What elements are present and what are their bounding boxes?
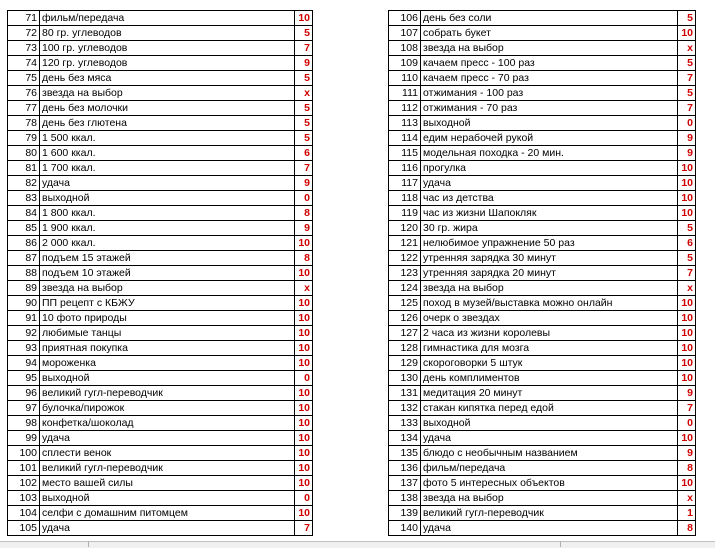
row-number-cell[interactable]: 82: [8, 176, 40, 191]
task-cell[interactable]: фильм/передача: [421, 461, 678, 476]
table-row: [389, 341, 696, 356]
table-row: [389, 521, 696, 536]
table-row: [389, 71, 696, 86]
row-number-cell[interactable]: 125: [389, 296, 421, 311]
table-row: [389, 191, 696, 206]
task-cell[interactable]: селфи с домашним питомцем: [40, 506, 295, 521]
table-row: [389, 131, 696, 146]
row-number-cell[interactable]: 116: [389, 161, 421, 176]
row-number-cell[interactable]: 92: [8, 326, 40, 341]
table-row: [8, 41, 313, 56]
score-cell[interactable]: 5: [295, 116, 313, 131]
row-number-cell[interactable]: 76: [8, 86, 40, 101]
score-cell[interactable]: 10: [295, 341, 313, 356]
row-number-cell[interactable]: 124: [389, 281, 421, 296]
score-cell[interactable]: 10: [295, 506, 313, 521]
task-cell[interactable]: удача: [40, 176, 295, 191]
score-cell[interactable]: 1: [678, 506, 696, 521]
score-cell[interactable]: 0: [295, 191, 313, 206]
task-cell[interactable]: звезда на выбор: [421, 281, 678, 296]
row-number-cell[interactable]: 85: [8, 221, 40, 236]
score-cell[interactable]: 10: [295, 461, 313, 476]
table-row: [389, 371, 696, 386]
score-cell[interactable]: 10: [678, 476, 696, 491]
task-cell[interactable]: гимнастика для мозга: [421, 341, 678, 356]
task-cell[interactable]: любимые танцы: [40, 326, 295, 341]
score-cell[interactable]: 5: [295, 71, 313, 86]
task-cell[interactable]: качаем пресс - 100 раз: [421, 56, 678, 71]
task-cell[interactable]: собрать букет: [421, 26, 678, 41]
row-number-cell[interactable]: 84: [8, 206, 40, 221]
table-row: [8, 86, 313, 101]
task-cell[interactable]: выходной: [421, 116, 678, 131]
row-number-cell[interactable]: 80: [8, 146, 40, 161]
row-number-cell[interactable]: 99: [8, 431, 40, 446]
score-cell[interactable]: 10: [295, 416, 313, 431]
task-cell[interactable]: 1 600 ккал.: [40, 146, 295, 161]
table-row: [8, 251, 313, 266]
task-cell[interactable]: подъем 15 этажей: [40, 251, 295, 266]
task-cell[interactable]: час из жизни Шапокляк: [421, 206, 678, 221]
score-cell[interactable]: 10: [295, 476, 313, 491]
score-cell[interactable]: 9: [295, 221, 313, 236]
score-cell[interactable]: 9: [678, 446, 696, 461]
table-row: [389, 401, 696, 416]
table-row: [8, 371, 313, 386]
score-cell[interactable]: 10: [678, 341, 696, 356]
row-number-cell[interactable]: 81: [8, 161, 40, 176]
score-cell[interactable]: x: [678, 491, 696, 506]
row-number-cell[interactable]: 117: [389, 176, 421, 191]
task-cell[interactable]: булочка/пирожок: [40, 401, 295, 416]
task-cell[interactable]: 80 гр. углеводов: [40, 26, 295, 41]
score-cell[interactable]: 5: [295, 101, 313, 116]
row-number-cell[interactable]: 86: [8, 236, 40, 251]
table-row: [8, 101, 313, 116]
score-cell[interactable]: 10: [295, 296, 313, 311]
score-cell[interactable]: 10: [678, 26, 696, 41]
score-cell[interactable]: 6: [295, 146, 313, 161]
row-number-cell[interactable]: 108: [389, 41, 421, 56]
table-row: [389, 311, 696, 326]
task-cell[interactable]: прогулка: [421, 161, 678, 176]
score-cell[interactable]: 10: [295, 311, 313, 326]
task-cell[interactable]: 100 гр. углеводов: [40, 41, 295, 56]
table-row: [8, 131, 313, 146]
table-row: [389, 206, 696, 221]
table-row: [389, 356, 696, 371]
table-row: [8, 386, 313, 401]
score-cell[interactable]: x: [295, 281, 313, 296]
score-cell[interactable]: 7: [678, 401, 696, 416]
score-cell[interactable]: 10: [295, 326, 313, 341]
task-cell[interactable]: удача: [421, 176, 678, 191]
task-cell[interactable]: 1 700 ккал.: [40, 161, 295, 176]
table-row: [389, 86, 696, 101]
score-cell[interactable]: 5: [678, 251, 696, 266]
row-number-cell[interactable]: 101: [8, 461, 40, 476]
row-number-cell[interactable]: 75: [8, 71, 40, 86]
task-cell[interactable]: 30 гр. жира: [421, 221, 678, 236]
table-row: [389, 296, 696, 311]
table-row: [389, 26, 696, 41]
score-cell[interactable]: 10: [295, 356, 313, 371]
table-row: [389, 281, 696, 296]
score-cell[interactable]: 10: [295, 236, 313, 251]
score-cell[interactable]: 8: [295, 206, 313, 221]
table-row: [8, 296, 313, 311]
score-cell[interactable]: 10: [295, 446, 313, 461]
table-row: [389, 506, 696, 521]
table-row: [389, 56, 696, 71]
table-row: [389, 251, 696, 266]
score-cell[interactable]: 7: [295, 41, 313, 56]
row-number-cell[interactable]: 129: [389, 356, 421, 371]
task-cell[interactable]: очерк о звездах: [421, 311, 678, 326]
row-number-cell[interactable]: 72: [8, 26, 40, 41]
row-number-cell[interactable]: 132: [389, 401, 421, 416]
table-row: [8, 356, 313, 371]
task-cell[interactable]: фото 5 интересных объектов: [421, 476, 678, 491]
table-row: [8, 311, 313, 326]
score-cell[interactable]: x: [678, 41, 696, 56]
row-number-cell[interactable]: 123: [389, 266, 421, 281]
row-number-cell[interactable]: 77: [8, 101, 40, 116]
table-row: [8, 341, 313, 356]
row-number-cell[interactable]: 102: [8, 476, 40, 491]
row-number-cell[interactable]: 78: [8, 116, 40, 131]
row-number-cell[interactable]: 128: [389, 341, 421, 356]
table-row: [8, 221, 313, 236]
task-cell[interactable]: утренняя зарядка 20 минут: [421, 266, 678, 281]
task-cell[interactable]: удача: [421, 521, 678, 536]
score-cell[interactable]: 5: [295, 26, 313, 41]
score-cell[interactable]: 10: [295, 266, 313, 281]
table-row: [8, 521, 313, 536]
row-number-cell[interactable]: 91: [8, 311, 40, 326]
row-number-cell[interactable]: 105: [8, 521, 40, 536]
table-row: [8, 191, 313, 206]
row-number-cell[interactable]: 98: [8, 416, 40, 431]
score-cell[interactable]: 10: [678, 356, 696, 371]
row-number-cell[interactable]: 118: [389, 191, 421, 206]
score-cell[interactable]: 8: [678, 521, 696, 536]
task-cell[interactable]: качаем пресс - 70 раз: [421, 71, 678, 86]
table-row: [8, 326, 313, 341]
row-number-cell[interactable]: 94: [8, 356, 40, 371]
table-row: [389, 221, 696, 236]
row-number-cell[interactable]: 96: [8, 386, 40, 401]
score-cell[interactable]: 9: [678, 386, 696, 401]
task-cell[interactable]: звезда на выбор: [40, 86, 295, 101]
table-row: [389, 116, 696, 131]
score-cell[interactable]: 0: [295, 491, 313, 506]
row-number-cell[interactable]: 127: [389, 326, 421, 341]
score-cell[interactable]: 10: [295, 401, 313, 416]
task-cell[interactable]: скороговорки 5 штук: [421, 356, 678, 371]
task-cell[interactable]: удача: [40, 431, 295, 446]
table-row: [8, 461, 313, 476]
score-cell[interactable]: 10: [678, 206, 696, 221]
row-number-cell[interactable]: 74: [8, 56, 40, 71]
score-cell[interactable]: 10: [678, 431, 696, 446]
score-cell[interactable]: 0: [678, 416, 696, 431]
score-cell[interactable]: 9: [295, 56, 313, 71]
table-row: [8, 401, 313, 416]
bottom-divider: [560, 541, 561, 547]
score-cell[interactable]: 5: [678, 221, 696, 236]
row-number-cell[interactable]: 126: [389, 311, 421, 326]
table-row: [389, 11, 696, 26]
task-cell[interactable]: утренняя зарядка 30 минут: [421, 251, 678, 266]
row-number-cell[interactable]: 73: [8, 41, 40, 56]
bottom-divider: [88, 541, 89, 547]
score-cell[interactable]: x: [678, 281, 696, 296]
row-number-cell[interactable]: 93: [8, 341, 40, 356]
row-number-cell[interactable]: 113: [389, 116, 421, 131]
task-cell[interactable]: 2 часа из жизни королевы: [421, 326, 678, 341]
task-cell[interactable]: нелюбимое упражнение 50 раз: [421, 236, 678, 251]
table-row: [389, 461, 696, 476]
task-cell[interactable]: 10 фото природы: [40, 311, 295, 326]
row-number-cell[interactable]: 71: [8, 11, 40, 26]
task-cell[interactable]: 1 900 ккал.: [40, 221, 295, 236]
task-cell[interactable]: выходной: [40, 491, 295, 506]
task-table-right: [388, 10, 696, 536]
table-row: [389, 266, 696, 281]
table-row: [389, 446, 696, 461]
task-cell[interactable]: удача: [421, 431, 678, 446]
row-number-cell[interactable]: 115: [389, 146, 421, 161]
row-number-cell[interactable]: 95: [8, 371, 40, 386]
task-table-left: [7, 10, 313, 536]
score-cell[interactable]: 8: [295, 251, 313, 266]
task-cell[interactable]: час из детства: [421, 191, 678, 206]
score-cell[interactable]: 10: [678, 371, 696, 386]
table-row: [389, 416, 696, 431]
task-cell[interactable]: великий гугл-переводчик: [421, 506, 678, 521]
table-row: [389, 176, 696, 191]
score-cell[interactable]: 7: [678, 266, 696, 281]
table-row: [389, 326, 696, 341]
score-cell[interactable]: 5: [295, 131, 313, 146]
score-cell[interactable]: 10: [678, 176, 696, 191]
task-cell[interactable]: 1 800 ккал.: [40, 206, 295, 221]
row-number-cell[interactable]: 79: [8, 131, 40, 146]
score-cell[interactable]: 10: [678, 326, 696, 341]
task-cell[interactable]: 120 гр. углеводов: [40, 56, 295, 71]
task-cell[interactable]: мороженка: [40, 356, 295, 371]
task-cell[interactable]: место вашей силы: [40, 476, 295, 491]
row-number-cell[interactable]: 114: [389, 131, 421, 146]
table-row: [389, 476, 696, 491]
table-row: [8, 11, 313, 26]
row-number-cell[interactable]: 109: [389, 56, 421, 71]
row-number-cell[interactable]: 138: [389, 491, 421, 506]
task-cell[interactable]: конфетка/шоколад: [40, 416, 295, 431]
task-cell[interactable]: фильм/передача: [40, 11, 295, 26]
task-cell[interactable]: великий гугл-переводчик: [40, 461, 295, 476]
row-number-cell[interactable]: 110: [389, 71, 421, 86]
table-row: [8, 71, 313, 86]
row-number-cell[interactable]: 139: [389, 506, 421, 521]
score-cell[interactable]: 0: [295, 371, 313, 386]
task-cell[interactable]: 1 500 ккал.: [40, 131, 295, 146]
score-cell[interactable]: 8: [678, 461, 696, 476]
table-row: [389, 431, 696, 446]
row-number-cell[interactable]: 130: [389, 371, 421, 386]
score-cell[interactable]: 9: [678, 131, 696, 146]
task-cell[interactable]: удача: [40, 521, 295, 536]
score-cell[interactable]: 0: [678, 116, 696, 131]
table-row: [8, 146, 313, 161]
task-cell[interactable]: отжимания - 100 раз: [421, 86, 678, 101]
row-number-cell[interactable]: 90: [8, 296, 40, 311]
table-row: [8, 26, 313, 41]
task-cell[interactable]: звезда на выбор: [421, 41, 678, 56]
row-number-cell[interactable]: 134: [389, 431, 421, 446]
score-cell[interactable]: x: [295, 86, 313, 101]
task-cell[interactable]: выходной: [421, 416, 678, 431]
task-cell[interactable]: стакан кипятка перед едой: [421, 401, 678, 416]
score-cell[interactable]: 9: [295, 176, 313, 191]
task-cell[interactable]: выходной: [40, 191, 295, 206]
table-row: [8, 431, 313, 446]
table-row: [8, 161, 313, 176]
table-row: [8, 206, 313, 221]
table-row: [8, 416, 313, 431]
table-row: [8, 476, 313, 491]
score-cell[interactable]: 7: [678, 101, 696, 116]
table-row: [8, 56, 313, 71]
row-number-cell[interactable]: 140: [389, 521, 421, 536]
task-cell[interactable]: день без мяса: [40, 71, 295, 86]
task-cell[interactable]: звезда на выбор: [421, 491, 678, 506]
table-row: [389, 386, 696, 401]
task-cell[interactable]: приятная покупка: [40, 341, 295, 356]
score-cell[interactable]: 10: [295, 386, 313, 401]
task-cell[interactable]: подъем 10 этажей: [40, 266, 295, 281]
row-number-cell[interactable]: 97: [8, 401, 40, 416]
table-row: [8, 506, 313, 521]
score-cell[interactable]: 10: [678, 191, 696, 206]
task-cell[interactable]: день без соли: [421, 11, 678, 26]
row-number-cell[interactable]: 120: [389, 221, 421, 236]
score-cell[interactable]: 5: [678, 86, 696, 101]
row-number-cell[interactable]: 103: [8, 491, 40, 506]
row-number-cell[interactable]: 89: [8, 281, 40, 296]
task-cell[interactable]: едим нерабочей рукой: [421, 131, 678, 146]
table-row: [389, 161, 696, 176]
task-cell[interactable]: звезда на выбор: [40, 281, 295, 296]
task-cell[interactable]: день комплиментов: [421, 371, 678, 386]
task-cell[interactable]: медитация 20 минут: [421, 386, 678, 401]
row-number-cell[interactable]: 136: [389, 461, 421, 476]
task-cell[interactable]: 2 000 ккал.: [40, 236, 295, 251]
row-number-cell[interactable]: 106: [389, 11, 421, 26]
score-cell[interactable]: 6: [678, 236, 696, 251]
table-row: [389, 41, 696, 56]
table-row: [389, 101, 696, 116]
table-row: [8, 491, 313, 506]
score-cell[interactable]: 10: [678, 296, 696, 311]
table-row: [8, 266, 313, 281]
table-row: [8, 116, 313, 131]
row-number-cell[interactable]: 119: [389, 206, 421, 221]
task-cell[interactable]: выходной: [40, 371, 295, 386]
row-number-cell[interactable]: 122: [389, 251, 421, 266]
score-cell[interactable]: 7: [678, 71, 696, 86]
row-number-cell[interactable]: 83: [8, 191, 40, 206]
table-row: [8, 281, 313, 296]
task-cell[interactable]: великий гугл-переводчик: [40, 386, 295, 401]
score-cell[interactable]: 10: [678, 161, 696, 176]
task-cell[interactable]: ПП рецепт с КБЖУ: [40, 296, 295, 311]
score-cell[interactable]: 5: [678, 56, 696, 71]
task-cell[interactable]: модельная походка - 20 мин.: [421, 146, 678, 161]
task-cell[interactable]: день без молочки: [40, 101, 295, 116]
row-number-cell[interactable]: 137: [389, 476, 421, 491]
table-row: [8, 446, 313, 461]
score-cell[interactable]: 9: [678, 146, 696, 161]
row-number-cell[interactable]: 88: [8, 266, 40, 281]
row-number-cell[interactable]: 135: [389, 446, 421, 461]
row-number-cell[interactable]: 121: [389, 236, 421, 251]
row-number-cell[interactable]: 87: [8, 251, 40, 266]
table-row: [8, 176, 313, 191]
task-cell[interactable]: поход в музей/выставка можно онлайн: [421, 296, 678, 311]
score-cell[interactable]: 10: [295, 431, 313, 446]
table-row: [389, 236, 696, 251]
score-cell[interactable]: 10: [678, 311, 696, 326]
table-row: [8, 236, 313, 251]
task-cell[interactable]: блюдо с необычным названием: [421, 446, 678, 461]
score-cell[interactable]: 10: [295, 11, 313, 26]
task-cell[interactable]: сплести венок: [40, 446, 295, 461]
row-number-cell[interactable]: 131: [389, 386, 421, 401]
task-cell[interactable]: отжимания - 70 раз: [421, 101, 678, 116]
score-cell[interactable]: 7: [295, 521, 313, 536]
row-number-cell[interactable]: 104: [8, 506, 40, 521]
score-cell[interactable]: 5: [678, 11, 696, 26]
table-row: [389, 491, 696, 506]
row-number-cell[interactable]: 100: [8, 446, 40, 461]
row-number-cell[interactable]: 111: [389, 86, 421, 101]
row-number-cell[interactable]: 107: [389, 26, 421, 41]
row-number-cell[interactable]: 112: [389, 101, 421, 116]
score-cell[interactable]: 7: [295, 161, 313, 176]
row-number-cell[interactable]: 133: [389, 416, 421, 431]
task-cell[interactable]: день без глютена: [40, 116, 295, 131]
table-row: [389, 146, 696, 161]
